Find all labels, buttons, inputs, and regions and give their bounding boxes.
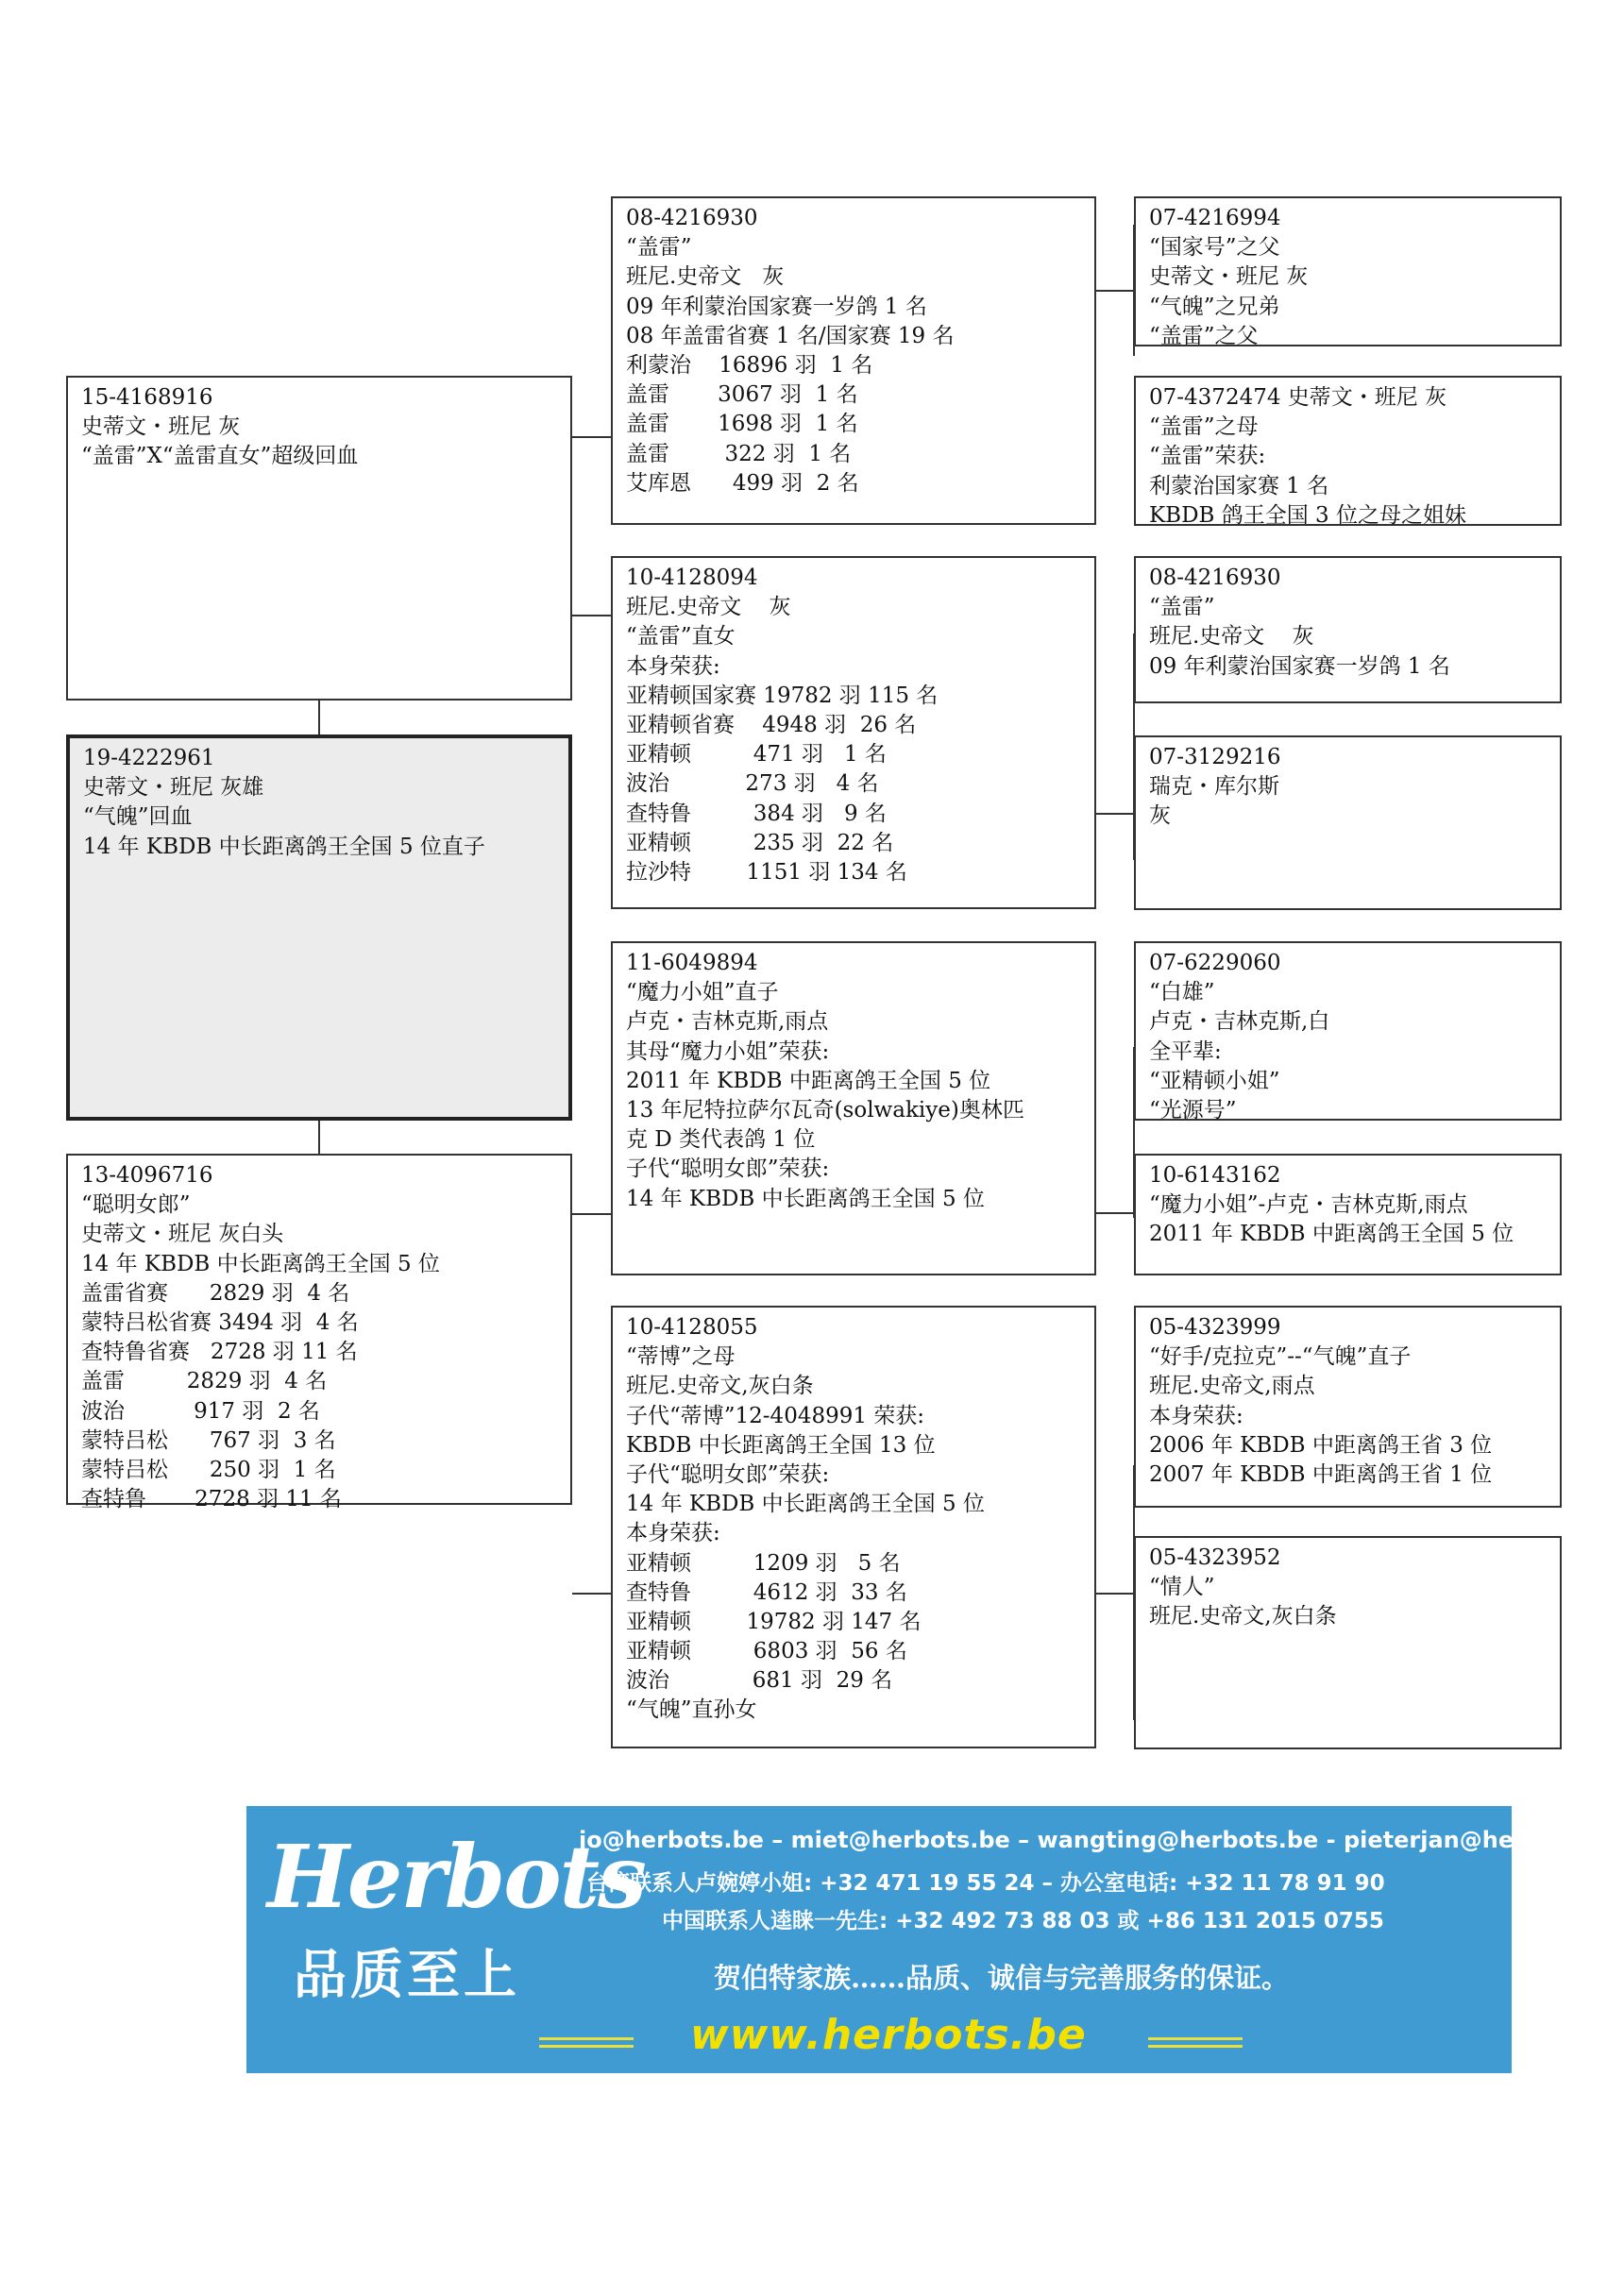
pedigree-line: 史蒂文・班尼 灰 — [81, 414, 241, 440]
ring-number: 11-6049894 — [626, 951, 758, 975]
ring-number: 08-4216930 — [1149, 566, 1281, 590]
pedigree-line: 查特鲁 2728 羽 11 名 — [81, 1487, 342, 1512]
sire-dam-sire-box — [1134, 556, 1562, 703]
decorative-line-right — [1148, 2037, 1243, 2040]
pedigree-line: “盖雷”荣获: — [1149, 444, 1266, 469]
pedigree-line: “亚精顿小姐” — [1149, 1068, 1280, 1093]
pedigree-line: 亚精顿 235 羽 22 名 — [626, 830, 894, 855]
ring-number: 19-4222961 — [83, 746, 215, 770]
dam-sire-box — [611, 941, 1096, 1275]
pedigree-line: “魔力小姐”直子 — [626, 980, 779, 1005]
herbots-logo: Herbots — [267, 1826, 645, 1928]
pedigree-line: 14 年 KBDB 中长距离鸽王全国 5 位 — [81, 1251, 440, 1276]
pedigree-line: “盖雷” — [626, 235, 692, 261]
pedigree-line: 史蒂文・班尼 灰白头 — [81, 1222, 284, 1247]
pedigree-line: 班尼.史帝文 灰 — [626, 595, 791, 620]
pedigree-line: “盖雷”之母 — [1149, 414, 1259, 440]
ring-number: 07-4216994 — [1149, 206, 1281, 230]
ring-number: 07-4372474 史蒂文・班尼 灰 — [1149, 385, 1447, 410]
banner-china-contact: 中国联系人逵睐一先生: +32 492 73 88 03 或 +86 131 2015 0755 — [662, 1909, 1384, 1933]
pedigree-line: 查特鲁 384 羽 9 名 — [626, 801, 887, 826]
ring-number: 15-4168916 — [81, 385, 213, 410]
sire-dam-dam-box — [1134, 735, 1562, 910]
pedigree-line: 2007 年 KBDB 中距离鸽王省 1 位 — [1149, 1461, 1493, 1487]
pedigree-line: 查特鲁省赛 2728 羽 11 名 — [81, 1340, 358, 1365]
pedigree-line: “好手/克拉克”--“气魄”直子 — [1149, 1344, 1412, 1370]
sire-sire-sire-box — [1134, 196, 1562, 346]
pedigree-line: “气魄”之兄弟 — [1149, 294, 1280, 319]
connector-line — [1095, 1212, 1135, 1214]
pedigree-line: 蒙特吕松省赛 3494 羽 4 名 — [81, 1309, 359, 1335]
pedigree-line: 亚精顿 471 羽 1 名 — [626, 742, 887, 768]
ring-number: 08-4216930 — [626, 206, 758, 230]
pedigree-line: 2011 年 KBDB 中距离鸽王全国 5 位 — [1149, 1222, 1514, 1247]
ring-number: 13-4096716 — [81, 1163, 213, 1188]
pedigree-line: “气魄”回血 — [83, 804, 193, 830]
connector-line — [572, 436, 612, 438]
pedigree-line: 亚精顿 1209 羽 5 名 — [626, 1550, 901, 1576]
pedigree-line: 波治 273 羽 4 名 — [626, 771, 879, 797]
subject-pigeon-box — [66, 734, 572, 1121]
pedigree-line: 班尼.史帝文,灰白条 — [626, 1374, 814, 1399]
sire-sire-box — [611, 196, 1096, 525]
connector-line — [1095, 813, 1135, 815]
pedigree-line: 全平辈: — [1149, 1038, 1222, 1064]
pedigree-line: 亚精顿 6803 羽 56 名 — [626, 1639, 907, 1664]
pedigree-line: 蒙特吕松 767 羽 3 名 — [81, 1427, 336, 1453]
dam-box — [66, 1154, 572, 1512]
banner-taiwan-contact: 台湾联系人卢婉婷小姐: +32 471 19 55 24 – 办公室电话: +32 11 78 91 90 — [586, 1871, 1385, 1896]
decorative-line-left — [539, 2037, 634, 2040]
connector-line — [318, 701, 320, 734]
pedigree-line: 子代“蒂博”12-4048991 荣获: — [626, 1403, 925, 1428]
decorative-line-right — [1148, 2045, 1243, 2048]
ring-number: 05-4323999 — [1149, 1315, 1281, 1340]
connector-line — [1095, 290, 1135, 292]
pedigree-line: 班尼.史帝文 灰 — [1149, 624, 1314, 650]
pedigree-line: “盖雷” — [1149, 595, 1215, 620]
sire-dam-box — [611, 556, 1096, 909]
pedigree-line: 09 年利蒙治国家赛一岁鸽 1 名 — [1149, 653, 1450, 679]
pedigree-line: “国家号”之父 — [1149, 235, 1280, 261]
banner-tagline: 品质至上 — [294, 1945, 520, 2006]
pedigree-line: 波治 917 羽 2 名 — [81, 1398, 320, 1424]
connector-line — [1095, 1593, 1135, 1595]
pedigree-line: “盖雷”直女 — [626, 624, 736, 650]
pedigree-line: 艾库恩 499 羽 2 名 — [626, 470, 859, 496]
banner-website-link[interactable]: www.herbots.be — [690, 2011, 1087, 2059]
sire-box — [66, 376, 572, 701]
pedigree-line: 子代“聪明女郎”荣获: — [626, 1156, 830, 1182]
pedigree-line: 盖雷 2829 羽 4 名 — [81, 1369, 328, 1394]
pedigree-line: 亚精顿省赛 4948 羽 26 名 — [626, 712, 917, 737]
connector-line — [318, 1121, 320, 1154]
pedigree-line: “白雄” — [1149, 980, 1215, 1005]
pedigree-line: 瑞克・库尔斯 — [1149, 774, 1279, 800]
pedigree-line: 14 年 KBDB 中长距离鸽王全国 5 位直子 — [83, 834, 485, 859]
pedigree-line: 盖雷省赛 2829 羽 4 名 — [81, 1280, 350, 1306]
pedigree-line: 史蒂文・班尼 灰雄 — [83, 775, 264, 801]
pedigree-line: 09 年利蒙治国家赛一岁鸽 1 名 — [626, 294, 927, 319]
pedigree-line: 史蒂文・班尼 灰 — [1149, 264, 1309, 290]
pedigree-line: KBDB 鸽王全国 3 位之母之姐妹 — [1149, 502, 1466, 528]
pedigree-line: “光源号” — [1149, 1097, 1237, 1123]
pedigree-line: 班尼.史帝文,灰白条 — [1149, 1604, 1337, 1629]
pedigree-line: KBDB 中长距离鸽王全国 13 位 — [626, 1432, 936, 1458]
pedigree-line: 盖雷 3067 羽 1 名 — [626, 382, 858, 408]
pedigree-line: “聪明女郎” — [81, 1192, 191, 1218]
pedigree-line: “魔力小姐”-卢克・吉林克斯,雨点 — [1149, 1192, 1468, 1218]
pedigree-line: 本身荣获: — [626, 1521, 720, 1546]
ring-number: 05-4323952 — [1149, 1545, 1281, 1570]
pedigree-line: 班尼.史帝文,雨点 — [1149, 1374, 1315, 1399]
pedigree-line: 13 年尼特拉萨尔瓦奇(solwakiye)奥林匹 — [626, 1097, 1024, 1123]
pedigree-line: 灰 — [1149, 803, 1171, 829]
pedigree-line: 本身荣获: — [1149, 1403, 1243, 1428]
connector-line — [572, 1593, 612, 1595]
ring-number: 10-4128094 — [626, 566, 758, 590]
pedigree-line: 08 年盖雷省赛 1 名/国家赛 19 名 — [626, 323, 955, 348]
pedigree-line: 卢克・吉林克斯,雨点 — [626, 1009, 829, 1035]
dam-dam-box — [611, 1306, 1096, 1748]
ring-number: 07-3129216 — [1149, 745, 1281, 769]
pedigree-line: “盖雷”之父 — [1149, 323, 1259, 348]
decorative-line-left — [539, 2045, 634, 2048]
banner-emails: jo@herbots.be – miet@herbots.be – wangting@herbots.be - pieterjan@herbots.be — [579, 1827, 1621, 1853]
connector-line — [572, 615, 612, 616]
pedigree-line: 利蒙治 16896 羽 1 名 — [626, 352, 873, 378]
pedigree-line: 利蒙治国家赛 1 名 — [1149, 473, 1329, 498]
pedigree-line: 克 D 类代表鸽 1 位 — [626, 1127, 816, 1153]
ring-number: 10-6143162 — [1149, 1163, 1281, 1188]
pedigree-line: “情人” — [1149, 1575, 1215, 1600]
pedigree-line: 其母“魔力小姐”荣获: — [626, 1038, 830, 1064]
pedigree-line: 班尼.史帝文 灰 — [626, 264, 785, 290]
pedigree-line: 本身荣获: — [626, 653, 720, 679]
pedigree-line: 2006 年 KBDB 中距离鸽王省 3 位 — [1149, 1432, 1493, 1458]
pedigree-line: 盖雷 322 羽 1 名 — [626, 441, 852, 466]
pedigree-line: 14 年 KBDB 中长距离鸽王全国 5 位 — [626, 1492, 985, 1517]
dam-sire-sire-box — [1134, 941, 1562, 1121]
pedigree-line: 亚精顿 19782 羽 147 名 — [626, 1609, 922, 1634]
pedigree-line: 波治 681 羽 29 名 — [626, 1668, 893, 1694]
dam-sire-dam-box — [1134, 1154, 1562, 1275]
ring-number: 10-4128055 — [626, 1315, 758, 1340]
pedigree-line: 亚精顿国家赛 19782 羽 115 名 — [626, 683, 939, 708]
dam-dam-dam-box — [1134, 1536, 1562, 1749]
pedigree-line: 14 年 KBDB 中长距离鸽王全国 5 位 — [626, 1186, 985, 1211]
pedigree-line: 蒙特吕松 250 羽 1 名 — [81, 1457, 336, 1482]
connector-line — [572, 1213, 612, 1215]
pedigree-line: 拉沙特 1151 羽 134 名 — [626, 859, 907, 885]
pedigree-line: “蒂博”之母 — [626, 1344, 736, 1370]
dam-dam-sire-box — [1134, 1306, 1562, 1508]
pedigree-line: 2011 年 KBDB 中距离鸽王全国 5 位 — [626, 1068, 991, 1093]
pedigree-line: 查特鲁 4612 羽 33 名 — [626, 1579, 907, 1605]
pedigree-line: 子代“聪明女郎”荣获: — [626, 1461, 830, 1487]
pedigree-line: “气魄”直孙女 — [626, 1697, 757, 1723]
herbots-banner — [246, 1806, 1621, 2073]
pedigree-line: “盖雷”X“盖雷直女”超级回血 — [81, 444, 359, 469]
ring-number: 07-6229060 — [1149, 951, 1281, 975]
pedigree-line: 卢克・吉林克斯,白 — [1149, 1009, 1330, 1035]
banner-motto: 贺伯特家族……品质、诚信与完善服务的保证。 — [714, 1962, 1290, 1994]
sire-sire-dam-box — [1134, 376, 1562, 526]
pedigree-line: 盖雷 1698 羽 1 名 — [626, 412, 858, 437]
